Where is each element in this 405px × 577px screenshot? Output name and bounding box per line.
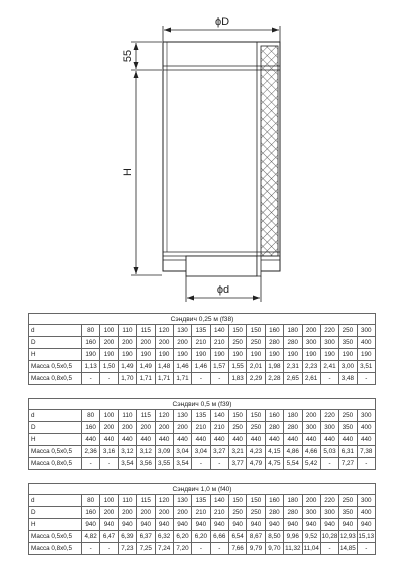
table-cell: 1,48 [155,361,173,373]
table-row [29,434,376,446]
table-cell: 440 [210,434,228,446]
table-row [29,543,376,555]
table-cell: 6,20 [192,531,210,543]
spec-table [28,409,376,470]
table-cell: 280 [265,337,283,349]
table-cell: 6,31 [339,446,357,458]
table-cell: 160 [82,337,100,349]
table-cell: 115 [137,325,155,337]
table-cell: 3,27 [210,446,228,458]
outer-diameter-label: ϕD [214,16,230,28]
table-cell: 11,04 [302,543,320,555]
table-cell: 190 [357,349,375,361]
table-cell: 210 [210,507,228,519]
table-cell: 940 [265,519,283,531]
table-cell: - [320,458,338,470]
table-cell: 150 [247,410,265,422]
table-cell: 3,16 [100,446,118,458]
table-cell: 7,25 [137,543,155,555]
table-cell: - [357,373,375,385]
table-cell: 200 [118,337,136,349]
table-cell: 2,28 [265,373,283,385]
table-cell: 250 [247,422,265,434]
table-cell: 1,55 [229,361,247,373]
table-cell: 190 [173,349,191,361]
table-cell: 6,66 [210,531,228,543]
table-cell: - [210,543,228,555]
table-cell: 300 [357,410,375,422]
table-cell: 2,01 [247,361,265,373]
table-cell: 130 [173,495,191,507]
row-label: Масса 0,8х0,5 [29,458,82,470]
table-cell: 190 [100,349,118,361]
table-cell: 440 [302,434,320,446]
table-cell: 440 [155,434,173,446]
table-cell: 150 [229,495,247,507]
outer-diameter-dimension [163,16,280,42]
table-cell: 300 [320,422,338,434]
table-cell: 220 [320,325,338,337]
table-cell: 1,57 [210,361,228,373]
row-label: D [29,422,82,434]
table-row [29,410,376,422]
table-cell: 4,23 [247,446,265,458]
table-cell: 80 [82,325,100,337]
table-cell: 300 [302,507,320,519]
table-cell: 15,13 [357,531,375,543]
table-cell: 7,23 [118,543,136,555]
table-cell: 280 [284,337,302,349]
table-cell: 190 [320,349,338,361]
table-cell: - [320,543,338,555]
table-cell: 940 [229,519,247,531]
table-cell: 440 [339,434,357,446]
table-cell: 3,09 [155,446,173,458]
table-cell: 250 [247,337,265,349]
table-row [29,373,376,385]
table-cell: 7,66 [229,543,247,555]
table-cell: 1,98 [265,361,283,373]
table-cell: 140 [210,325,228,337]
table-cell: 190 [137,349,155,361]
table-cell: 190 [229,349,247,361]
table-row [29,495,376,507]
table-cell: 200 [173,507,191,519]
table-cell: 120 [155,410,173,422]
table-cell: 300 [320,337,338,349]
table-cell: 210 [210,337,228,349]
table-row [29,458,376,470]
inner-diameter-dimension [186,276,261,302]
row-label: Масса 0,5х0,5 [29,361,82,373]
table-cell: 7,27 [339,458,357,470]
table-cell: 3,51 [357,361,375,373]
row-label: H [29,434,82,446]
spec-table [28,494,376,555]
table-cell: 220 [320,495,338,507]
table-cell: 200 [137,507,155,519]
table-cell: 210 [192,507,210,519]
table-cell: 4,66 [302,446,320,458]
table-cell: 2,61 [302,373,320,385]
table-cell: 200 [100,422,118,434]
row-label: d [29,410,82,422]
spec-table-1-0m [28,483,376,555]
table-cell: 440 [320,434,338,446]
table-cell: 190 [302,349,320,361]
table-cell: 120 [155,325,173,337]
row-label: H [29,519,82,531]
table-cell: 200 [118,422,136,434]
row-label: Масса 0,5х0,5 [29,531,82,543]
table-cell: 180 [284,495,302,507]
table-cell: 940 [339,519,357,531]
table-cell: 130 [173,325,191,337]
table-row [29,325,376,337]
table-cell: 940 [100,519,118,531]
table-cell: 4,75 [265,458,283,470]
table-cell: - [192,458,210,470]
table-cell: 1,49 [137,361,155,373]
spec-table [28,324,376,385]
table-cell: 160 [265,410,283,422]
table-cell: 300 [320,507,338,519]
table-cell: 135 [192,410,210,422]
table-row [29,446,376,458]
table-cell: 10,28 [320,531,338,543]
table-row [29,361,376,373]
table-row [29,422,376,434]
table-cell: 280 [265,422,283,434]
table-cell: 3,56 [137,458,155,470]
table-cell: 150 [247,495,265,507]
table-cell: 110 [118,410,136,422]
table-cell: 9,96 [284,531,302,543]
row-label: H [29,349,82,361]
table-cell: 940 [247,519,265,531]
table-cell: 4,15 [265,446,283,458]
table-cell: 160 [265,325,283,337]
table-cell: 3,04 [173,446,191,458]
table-cell: 440 [284,434,302,446]
table-cell: 5,03 [320,446,338,458]
table-cell: 250 [247,507,265,519]
table-cell: 2,36 [82,446,100,458]
socket-dimension [122,42,162,70]
table-cell: 140 [210,495,228,507]
table-cell: 115 [137,410,155,422]
table-cell: 1,13 [82,361,100,373]
table-cell: 1,46 [173,361,191,373]
table-cell: 11,32 [284,543,302,555]
table-cell: 940 [357,519,375,531]
table-cell: 6,54 [229,531,247,543]
table-cell: 5,54 [284,458,302,470]
table-cell: 8,67 [247,531,265,543]
table-cell: 3,54 [173,458,191,470]
table-cell: 440 [229,434,247,446]
table-cell: 940 [82,519,100,531]
table-cell: 940 [173,519,191,531]
table-row [29,507,376,519]
table-cell: 80 [82,495,100,507]
table-cell: 1,49 [118,361,136,373]
table-cell: 100 [100,325,118,337]
height-dimension [122,71,162,275]
table-cell: 160 [82,422,100,434]
table-cell: - [192,543,210,555]
table-cell: 400 [357,422,375,434]
table-cell: 250 [229,337,247,349]
table-cell: 1,70 [118,373,136,385]
table-cell: 190 [210,349,228,361]
table-cell: 940 [320,519,338,531]
table-cell: - [82,373,100,385]
row-label: D [29,337,82,349]
table-cell: 940 [192,519,210,531]
table-cell: 200 [302,495,320,507]
table-row [29,337,376,349]
table-cell: 2,65 [284,373,302,385]
table-cell: 280 [284,422,302,434]
table-row [29,519,376,531]
table-cell: - [82,543,100,555]
table-cell: 180 [284,410,302,422]
table-cell: 150 [247,325,265,337]
table-cell: 135 [192,495,210,507]
table-cell: 300 [357,495,375,507]
table-cell: 1,50 [100,361,118,373]
table-cell: 440 [192,434,210,446]
table-cell: 940 [210,519,228,531]
row-label: d [29,495,82,507]
table-cell: 250 [339,495,357,507]
table-cell: - [210,373,228,385]
table-cell: 440 [247,434,265,446]
table-cell: 200 [155,507,173,519]
table-cell: 3,55 [155,458,173,470]
table-cell: 200 [118,507,136,519]
table-cell: 200 [302,325,320,337]
row-label: Масса 0,5х0,5 [29,446,82,458]
table-cell: 8,50 [265,531,283,543]
table-cell: 350 [339,507,357,519]
table-cell: 200 [302,410,320,422]
table-cell: 200 [173,337,191,349]
table-cell: 6,47 [100,531,118,543]
table-cell: 190 [155,349,173,361]
table-cell: 190 [339,349,357,361]
table-cell: 250 [339,325,357,337]
table-cell: 7,24 [155,543,173,555]
table-cell: 190 [284,349,302,361]
table-cell: 190 [265,349,283,361]
table-cell: 210 [210,422,228,434]
table-cell: 2,23 [302,361,320,373]
table-row [29,349,376,361]
table-cell: 9,52 [302,531,320,543]
table-cell: 190 [192,349,210,361]
spec-table-0-5m [28,398,376,470]
table-cell: - [82,458,100,470]
table-cell: 100 [100,495,118,507]
table-cell: 150 [229,325,247,337]
table-cell: 200 [173,422,191,434]
table-cell: 9,70 [265,543,283,555]
table-cell: 440 [82,434,100,446]
spec-table-0-25m [28,313,376,385]
table-cell: 3,77 [229,458,247,470]
table-cell: 190 [82,349,100,361]
table-cell: 2,41 [320,361,338,373]
inner-diameter-label: ϕd [216,284,230,296]
table-cell: 220 [320,410,338,422]
table-cell: 280 [265,507,283,519]
table-cell: 1,71 [137,373,155,385]
table-cell: - [320,373,338,385]
table-row [29,531,376,543]
table-cell: 440 [265,434,283,446]
table-cell: 210 [192,422,210,434]
table-cell: 280 [284,507,302,519]
table-cell: - [357,543,375,555]
table-cell: 300 [302,337,320,349]
table-cell: 7,38 [357,446,375,458]
table-cell: 120 [155,495,173,507]
table-cell: 3,48 [339,373,357,385]
table-cell: 440 [100,434,118,446]
table-cell: - [357,458,375,470]
pipe-body [163,42,280,276]
table-cell: 130 [173,410,191,422]
table-cell: 7,20 [173,543,191,555]
table-cell: 14,85 [339,543,357,555]
table-cell: 3,04 [192,446,210,458]
table-cell: 6,37 [137,531,155,543]
table-cell: 400 [357,337,375,349]
table-cell: 1,71 [155,373,173,385]
table-cell: 350 [339,422,357,434]
row-label: Масса 0,8х0,5 [29,543,82,555]
row-label: Масса 0,8х0,5 [29,373,82,385]
table-cell: 190 [118,349,136,361]
table-cell: 440 [137,434,155,446]
table-cell: 3,54 [118,458,136,470]
table-cell: 200 [137,422,155,434]
table-title: Сэндвич 1,0 м (f40) [28,483,376,494]
table-cell: 12,93 [339,531,357,543]
table-cell: 180 [284,325,302,337]
table-cell: 200 [100,337,118,349]
table-cell: 250 [229,422,247,434]
table-cell: 200 [137,337,155,349]
table-cell: 3,12 [137,446,155,458]
table-cell: 140 [210,410,228,422]
table-cell: - [100,458,118,470]
table-cell: 4,79 [247,458,265,470]
table-cell: 150 [229,410,247,422]
table-cell: 440 [118,434,136,446]
table-cell: 190 [247,349,265,361]
table-cell: 200 [100,507,118,519]
table-cell: 2,31 [284,361,302,373]
table-title: Сэндвич 0,25 м (f38) [28,313,376,324]
table-cell: 350 [339,337,357,349]
table-cell: 2,29 [247,373,265,385]
table-cell: 6,39 [118,531,136,543]
table-cell: 135 [192,325,210,337]
table-cell: 9,79 [247,543,265,555]
row-label: D [29,507,82,519]
table-cell: 400 [357,507,375,519]
table-cell: 4,82 [82,531,100,543]
table-cell: 110 [118,495,136,507]
table-cell: 100 [100,410,118,422]
table-cell: 160 [265,495,283,507]
table-cell: 80 [82,410,100,422]
height-label: H [122,168,134,176]
table-title: Сэндвич 0,5 м (f39) [28,398,376,409]
table-cell: 940 [302,519,320,531]
table-cell: - [210,458,228,470]
table-cell: 1,71 [173,373,191,385]
table-cell: 440 [173,434,191,446]
table-cell: 115 [137,495,155,507]
table-cell: 3,00 [339,361,357,373]
table-cell: 6,20 [173,531,191,543]
table-cell: 940 [118,519,136,531]
table-cell: 3,21 [229,446,247,458]
table-cell: 940 [137,519,155,531]
socket-label: 55 [122,49,134,63]
table-cell: 250 [339,410,357,422]
table-cell: 4,86 [284,446,302,458]
table-cell: 3,12 [118,446,136,458]
table-cell: 250 [229,507,247,519]
table-cell: 940 [155,519,173,531]
table-cell: 210 [192,337,210,349]
table-cell: 160 [82,507,100,519]
table-cell: 300 [357,325,375,337]
table-cell: 200 [155,337,173,349]
table-cell: 940 [284,519,302,531]
table-cell: - [192,373,210,385]
table-cell: - [100,373,118,385]
table-cell: 1,46 [192,361,210,373]
table-cell: 5,42 [302,458,320,470]
row-label: d [29,325,82,337]
table-cell: 300 [302,422,320,434]
table-cell: 1,83 [229,373,247,385]
table-cell: 440 [357,434,375,446]
table-cell: - [100,543,118,555]
table-cell: 200 [155,422,173,434]
table-cell: 6,32 [155,531,173,543]
table-cell: 110 [118,325,136,337]
